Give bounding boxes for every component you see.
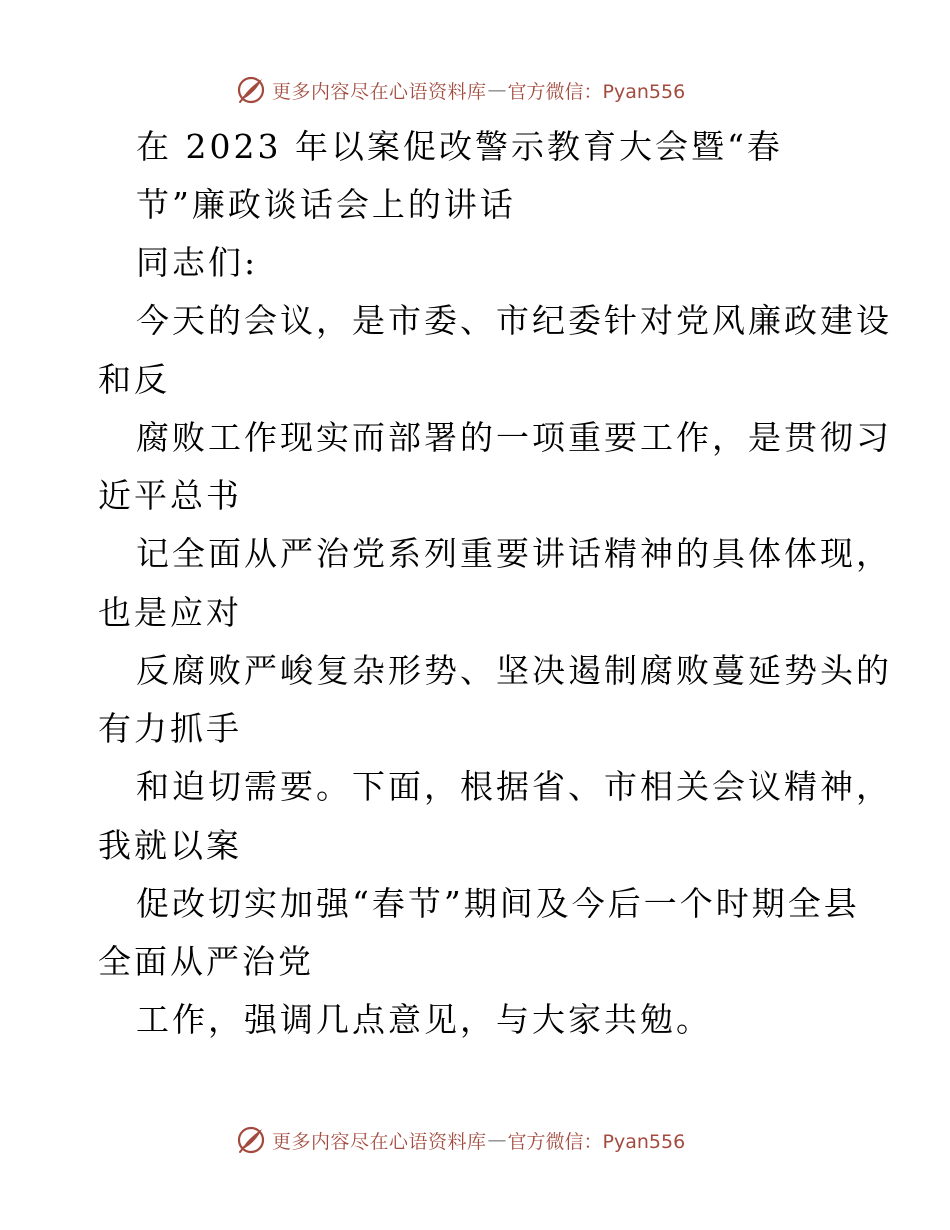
quill-seal-icon: [236, 75, 266, 105]
paragraph-line: 全面从严治党: [98, 942, 314, 981]
paragraph-line: 近平总书: [98, 476, 242, 515]
paragraph-line: 腐败工作现实而部署的一项重要工作，是贯彻习: [136, 418, 892, 457]
watermark-text: 更多内容尽在心语资料库: [272, 80, 487, 103]
title-line-1: 在 2023 年以案促改警示教育大会暨“春: [136, 127, 783, 166]
watermark-dash: —: [487, 79, 507, 101]
paragraph-line: 我就以案: [98, 826, 242, 865]
paragraph-line: 有力抓手: [98, 709, 242, 748]
watermark-text: 更多内容尽在心语资料库: [272, 1130, 487, 1153]
salutation: 同志们:: [136, 243, 259, 282]
watermark-wechat: 官方微信：Pyan556: [507, 80, 686, 103]
paragraph-line: 促改切实加强“春节”期间及今后一个时期全县: [136, 884, 860, 923]
paragraph-line: 也是应对: [98, 593, 242, 632]
title-line-2: 节”廉政谈话会上的讲话: [136, 185, 516, 224]
footer-watermark: [236, 1123, 685, 1157]
paragraph-line: 反腐败严峻复杂形势、坚决遏制腐败蔓延势头的: [136, 651, 892, 690]
paragraph-line: 和迫切需要。下面，根据省、市相关会议精神，: [136, 767, 892, 806]
watermark-wechat: 官方微信：Pyan556: [507, 1130, 686, 1153]
paragraph-line: 记全面从严治党系列重要讲话精神的具体体现，: [136, 534, 892, 573]
watermark-dash: —: [487, 1129, 507, 1151]
paragraph-line: 工作，强调几点意见，与大家共勉。: [136, 1000, 712, 1039]
quill-seal-icon: [236, 1125, 266, 1155]
header-watermark: [236, 73, 685, 107]
paragraph-line: 今天的会议，是市委、市纪委针对党风廉政建设: [136, 301, 892, 340]
paragraph-line: 和反: [98, 360, 170, 399]
